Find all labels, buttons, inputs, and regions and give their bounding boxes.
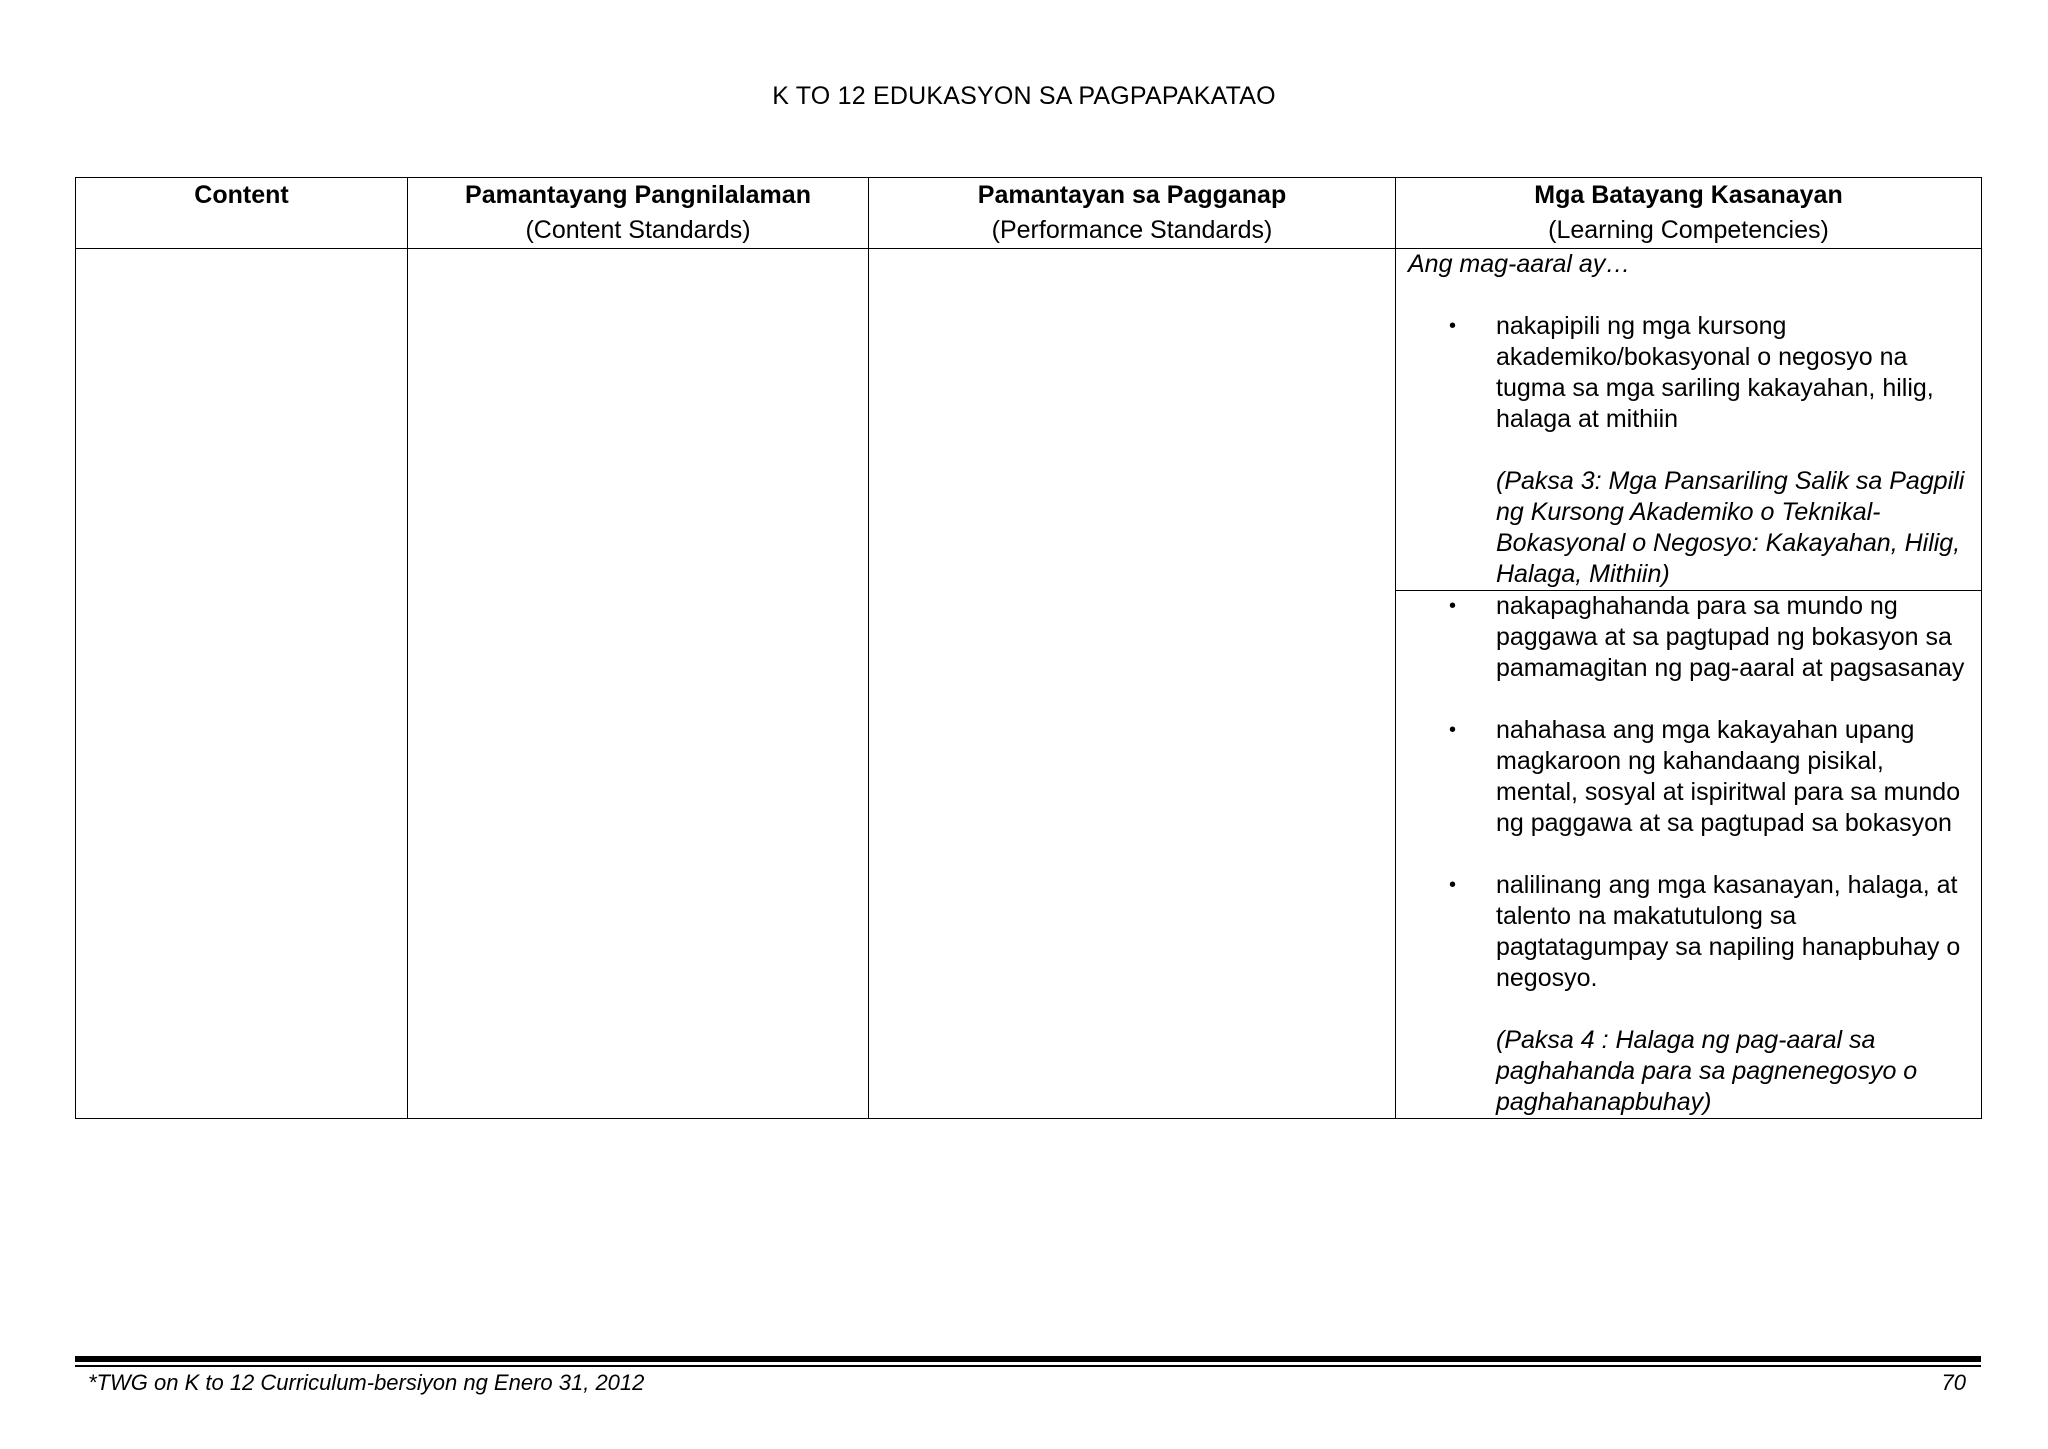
list-item <box>1408 715 1971 839</box>
table-row <box>76 249 1982 591</box>
competency-text: nalilinang ang mga kasanayan, halaga, at talento na makatutulong sa pagtatagumpay sa napiling hanapbuhay o negosyo. <box>1496 871 1961 992</box>
document-title: K TO 12 EDUKASYON SA PAGPAPAKATAO <box>772 82 1276 110</box>
footer-divider-thin <box>75 1365 1981 1367</box>
header-content-title: Content <box>194 181 289 209</box>
footer-version-note: *TWG on K to 12 Curriculum-bersiyon ng Enero 31, 2012 <box>88 1370 645 1395</box>
bullet-icon: • <box>1449 315 1457 337</box>
competency-text: nahahasa ang mga kakayahan upang magkaroon ng kahandaang pisikal, mental, sosyal at ispiritwal para sa mundo ng paggawa at sa pagtupad sa bokasyon <box>1496 716 1961 837</box>
content-cell <box>76 249 408 1119</box>
topic-note-4: (Paksa 4 : Halaga ng pag-aaral sa paghahanda para sa pagnenegosyo o paghahanapbuhay) <box>1496 1026 1918 1116</box>
header-learning-competencies-subtitle: (Learning Competencies) <box>1548 216 1829 244</box>
list-item <box>1408 591 1971 684</box>
topic-open-paren: ( <box>1496 467 1505 495</box>
bullet-icon: • <box>1449 874 1457 896</box>
content-standards-cell <box>408 249 869 1119</box>
header-content-standards-title: Pamantayang Pangnilalaman <box>465 181 811 209</box>
competencies-list-1 <box>1408 311 1971 435</box>
bullet-icon: • <box>1449 719 1457 741</box>
curriculum-table <box>75 177 1982 1119</box>
header-content-standards <box>408 178 869 249</box>
footer-divider-thick <box>75 1356 1981 1362</box>
header-content <box>76 178 408 249</box>
performance-standards-cell <box>869 249 1396 1119</box>
header-content-standards-subtitle: (Content Standards) <box>525 216 751 244</box>
competency-text: nakapaghahanda para sa mundo ng paggawa at sa pagtupad ng bokasyon sa pamamagitan ng pag-aaral at pagsasanay <box>1496 592 1965 682</box>
header-learning-competencies <box>1396 178 1982 249</box>
competency-text: nakapipili ng mga kursong akademiko/bokasyonal o negosyo na tugma sa mga sariling kakayahan, hilig, halaga at mithiin <box>1496 312 1934 433</box>
competencies-intro: Ang mag-aaral ay… <box>1408 250 1631 278</box>
header-performance-standards-subtitle: (Performance Standards) <box>991 216 1273 244</box>
competencies-cell-1 <box>1396 249 1982 591</box>
topic-text: Paksa 3: Mga Pansariling Salik sa Pagpili ng Kursong Akademiko o Teknikal-Bokasyonal o Negosyo: Kakayahan, Hilig, Halaga, Mithiin) <box>1496 467 1965 588</box>
header-performance-standards-title: Pamantayan sa Pagganap <box>977 181 1287 209</box>
topic-note-3 <box>1408 466 1971 590</box>
competencies-cell-2 <box>1396 591 1982 1119</box>
page-number: 70 <box>1941 1370 1966 1395</box>
table-header-row <box>76 178 1982 249</box>
list-item <box>1408 311 1971 435</box>
list-item <box>1408 870 1971 994</box>
header-performance-standards <box>869 178 1396 249</box>
header-learning-competencies-title: Mga Batayang Kasanayan <box>1534 181 1843 209</box>
bullet-icon: • <box>1449 595 1457 617</box>
competencies-list-2 <box>1408 591 1971 994</box>
